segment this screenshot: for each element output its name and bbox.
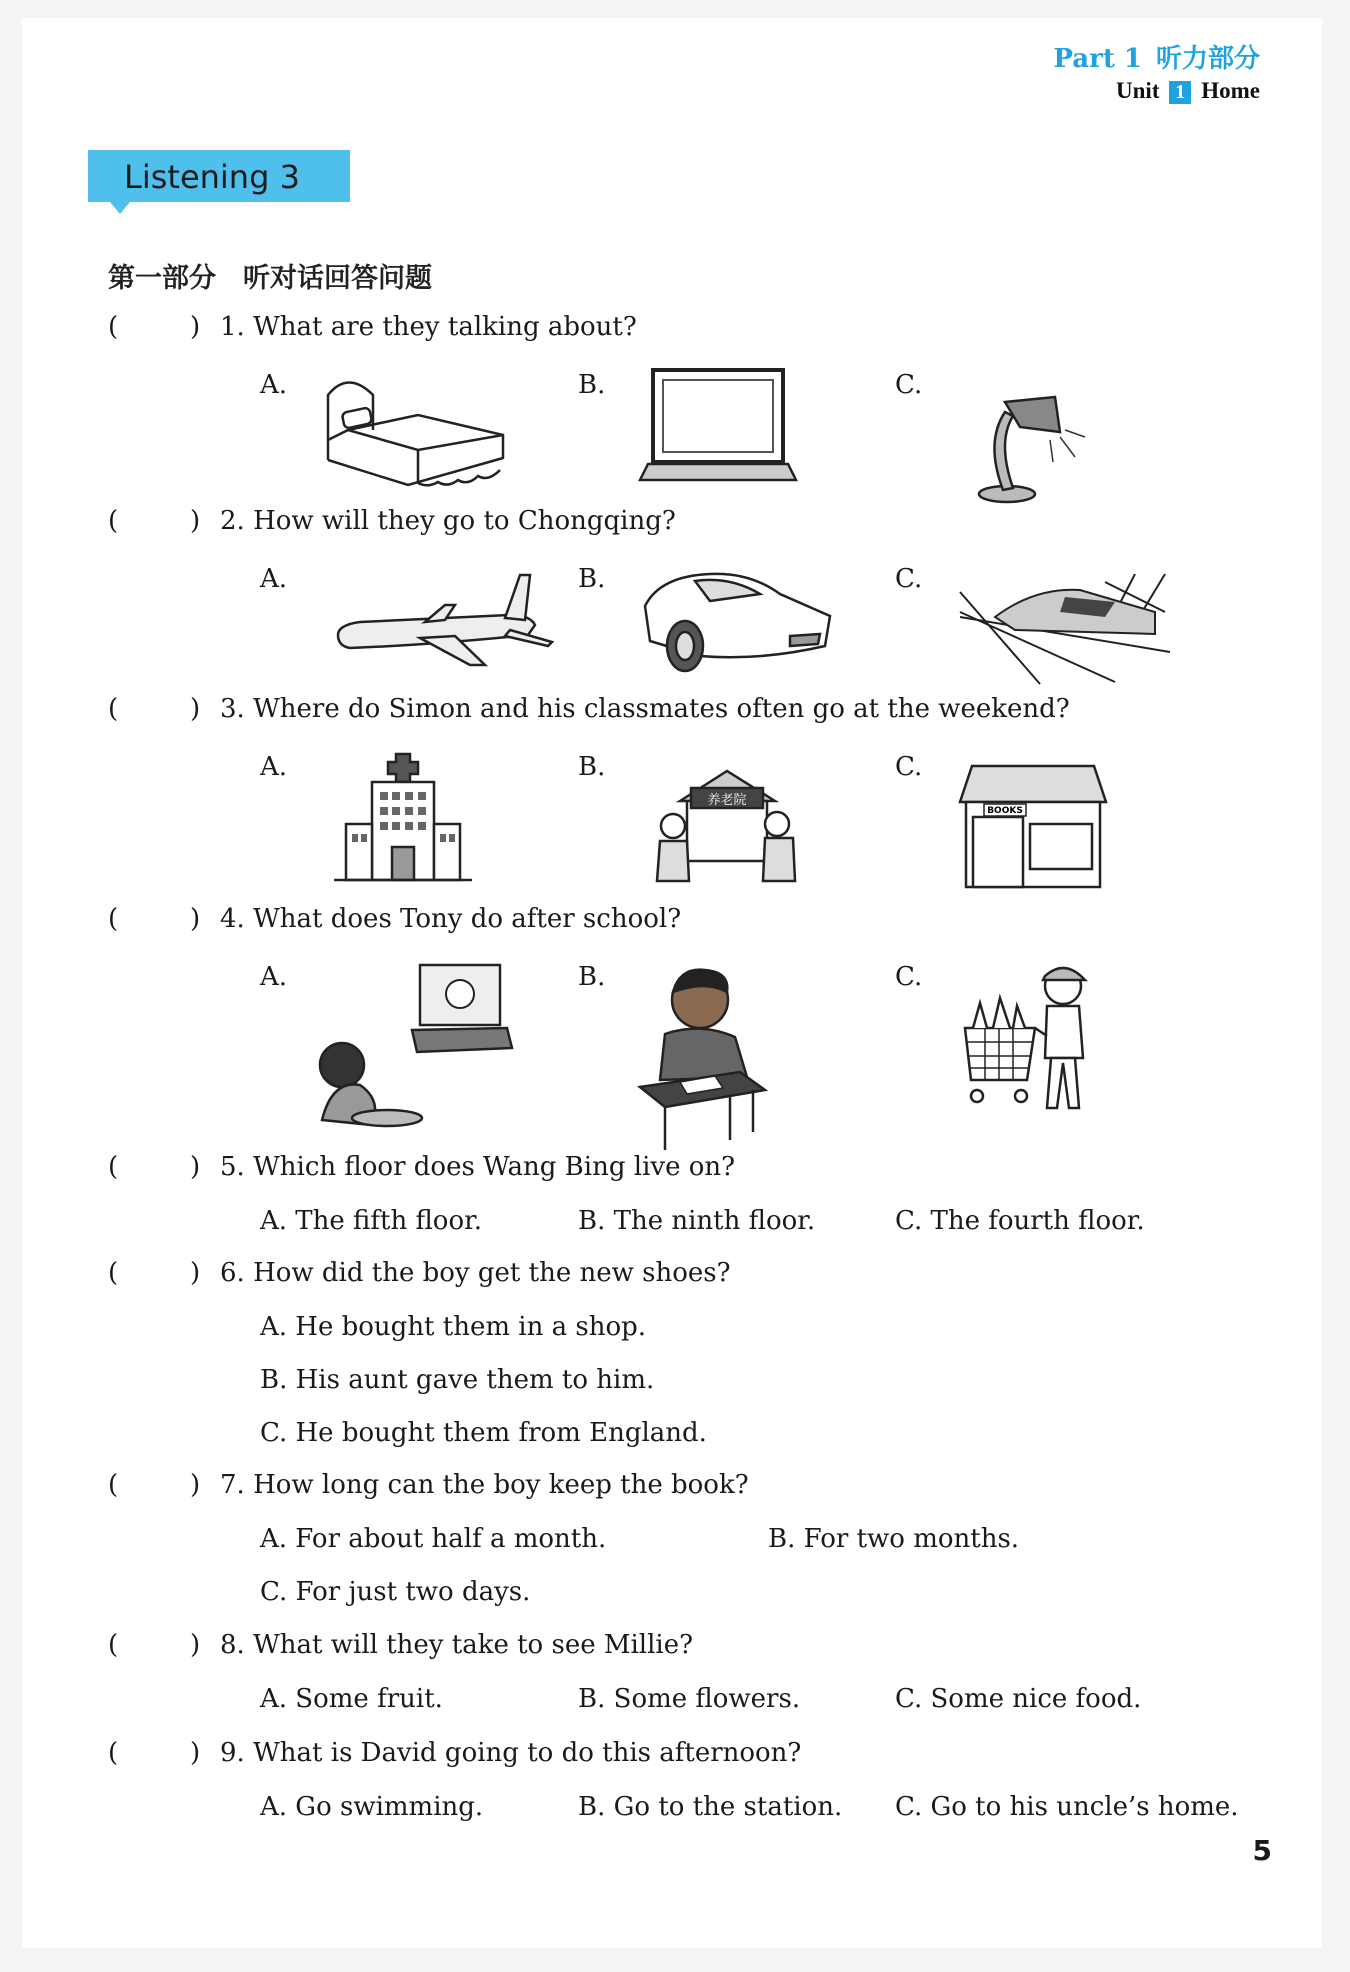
option-a: A. Go swimming. (260, 1792, 484, 1822)
question-text: 6. How did the boy get the new shoes? (220, 1258, 731, 1288)
banner-title: Listening 3 (124, 158, 300, 196)
option-a: A. (260, 752, 288, 782)
page-number: 5 (1252, 1834, 1272, 1867)
unit-label (1116, 78, 1260, 104)
section-title: 第一部分 听对话回答问题 (108, 263, 432, 294)
nursing-home-icon (645, 766, 810, 884)
answer-paren-right: ) (190, 1630, 201, 1660)
answer-paren-left: ( (108, 312, 119, 342)
bookshop-sign: BOOKS (987, 806, 1023, 816)
desk-lamp-icon (965, 372, 1090, 507)
option-b: B. (578, 962, 606, 992)
question-text: 3. Where do Simon and his classmates often go at the weekend? (220, 694, 1070, 724)
answer-paren-right: ) (190, 1738, 201, 1768)
question-text: 5. Which floor does Wang Bing live on? (220, 1152, 736, 1182)
question-text: 9. What is David going to do this afternoon? (220, 1738, 802, 1768)
part-label (1053, 38, 1260, 75)
option-c: C. (895, 370, 923, 400)
question-text: 1. What are they talking about? (220, 312, 637, 342)
option-c: C. The fourth floor. (895, 1206, 1145, 1236)
laptop-icon (638, 368, 798, 488)
option-c: C. For just two days. (260, 1577, 531, 1607)
option-b: B. The ninth floor. (578, 1206, 816, 1236)
option-a: A. He bought them in a shop. (260, 1312, 647, 1342)
question-text: 7. How long can the boy keep the book? (220, 1470, 749, 1500)
answer-paren-right: ) (190, 694, 201, 724)
part-title-cn: 听力部分 (1155, 44, 1260, 74)
unit-word: Unit (1116, 78, 1160, 103)
option-b: B. (578, 564, 606, 594)
option-a: A. (260, 962, 288, 992)
bookshop-icon (958, 762, 1108, 890)
answer-paren-right: ) (190, 1258, 201, 1288)
option-b: B. (578, 752, 606, 782)
answer-paren-left: ( (108, 1630, 119, 1660)
shopping-cart-icon (955, 958, 1105, 1116)
option-a: A. Some fruit. (260, 1684, 443, 1714)
listening-banner (88, 150, 350, 202)
question-text: 4. What does Tony do after school? (220, 904, 682, 934)
unit-number-badge: 1 (1169, 81, 1191, 104)
option-c: C. Go to his uncle’s home. (895, 1792, 1239, 1822)
option-a: A. For about half a month. (260, 1524, 607, 1554)
answer-paren-right: ) (190, 312, 201, 342)
option-c: C. He bought them from England. (260, 1418, 707, 1448)
option-c: C. (895, 962, 923, 992)
bed-icon (318, 370, 508, 495)
answer-paren-left: ( (108, 904, 119, 934)
question-text: 2. How will they go to Chongqing? (220, 506, 676, 536)
option-a: A. (260, 370, 288, 400)
option-b: B. His aunt gave them to him. (260, 1365, 655, 1395)
option-a: A. (260, 564, 288, 594)
boy-writing-icon (635, 962, 770, 1152)
answer-paren-left: ( (108, 1258, 119, 1288)
high-speed-train-icon (955, 572, 1170, 687)
answer-paren-left: ( (108, 694, 119, 724)
sports-car-icon (640, 566, 835, 676)
unit-title: Home (1201, 78, 1260, 103)
hospital-icon (332, 752, 474, 884)
answer-paren-right: ) (190, 1152, 201, 1182)
watching-tv-icon (312, 960, 517, 1130)
answer-paren-right: ) (190, 904, 201, 934)
answer-paren-left: ( (108, 1470, 119, 1500)
answer-paren-left: ( (108, 506, 119, 536)
airplane-icon (330, 570, 555, 670)
option-b: B. Go to the station. (578, 1792, 843, 1822)
option-c: C. Some nice food. (895, 1684, 1142, 1714)
option-b: B. For two months. (768, 1524, 1020, 1554)
part-number: Part 1 (1053, 44, 1142, 74)
option-c: C. (895, 564, 923, 594)
answer-paren-right: ) (190, 1470, 201, 1500)
option-b: B. Some flowers. (578, 1684, 801, 1714)
option-a: A. The fifth floor. (260, 1206, 482, 1236)
option-b: B. (578, 370, 606, 400)
answer-paren-right: ) (190, 506, 201, 536)
nursing-home-sign: 养老院 (707, 793, 747, 808)
answer-paren-left: ( (108, 1152, 119, 1182)
question-text: 8. What will they take to see Millie? (220, 1630, 694, 1660)
answer-paren-left: ( (108, 1738, 119, 1768)
option-c: C. (895, 752, 923, 782)
